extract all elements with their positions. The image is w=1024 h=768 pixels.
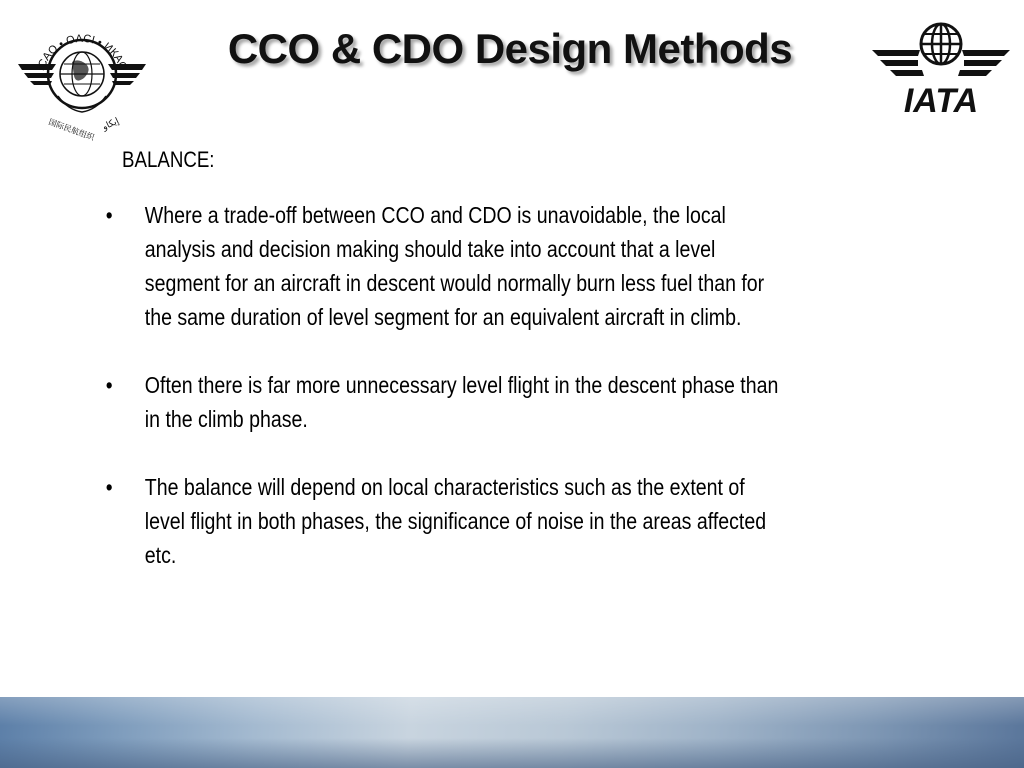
icao-logo-ring-text: ICAO • OACI • ИКАО [34,32,130,73]
bullet-line: analysis and decision making should take into account that a level [144,236,716,262]
iata-logo-text: IATA [903,82,979,118]
bullet-line: segment for an aircraft in descent would normally burn less fuel than for [144,270,765,296]
bullet-icon: • [105,372,113,398]
footer-sky-image [0,697,1024,768]
bullet-list [104,198,895,606]
bullet-line: level flight in both phases, the significance of noise in the areas affected [144,508,767,534]
section-heading: BALANCE: [122,147,215,172]
iata-logo [868,18,1014,118]
bullet-icon: • [105,474,113,500]
bullet-line: Where a trade-off between CCO and CDO is unavoidable, the local [144,202,726,228]
bullet-item [104,470,895,572]
bullet-line: The balance will depend on local characteristics such as the extent of [144,474,745,500]
bullet-line: the same duration of level segment for an equivalent aircraft in climb. [144,304,742,330]
icao-logo [12,12,152,142]
bullet-line: in the climb phase. [144,406,308,432]
bullet-item [104,198,895,334]
bullet-icon: • [105,202,113,228]
bullet-item [104,368,895,436]
page-title: CCO & CDO Design Methods [227,25,793,72]
bullet-line: Often there is far more unnecessary level flight in the descent phase than [144,372,779,398]
icao-logo-chinese-text: 国际民航组织 [47,117,96,142]
icao-logo-arabic-text: إيكاو [101,116,121,133]
bullet-line: etc. [144,542,177,568]
